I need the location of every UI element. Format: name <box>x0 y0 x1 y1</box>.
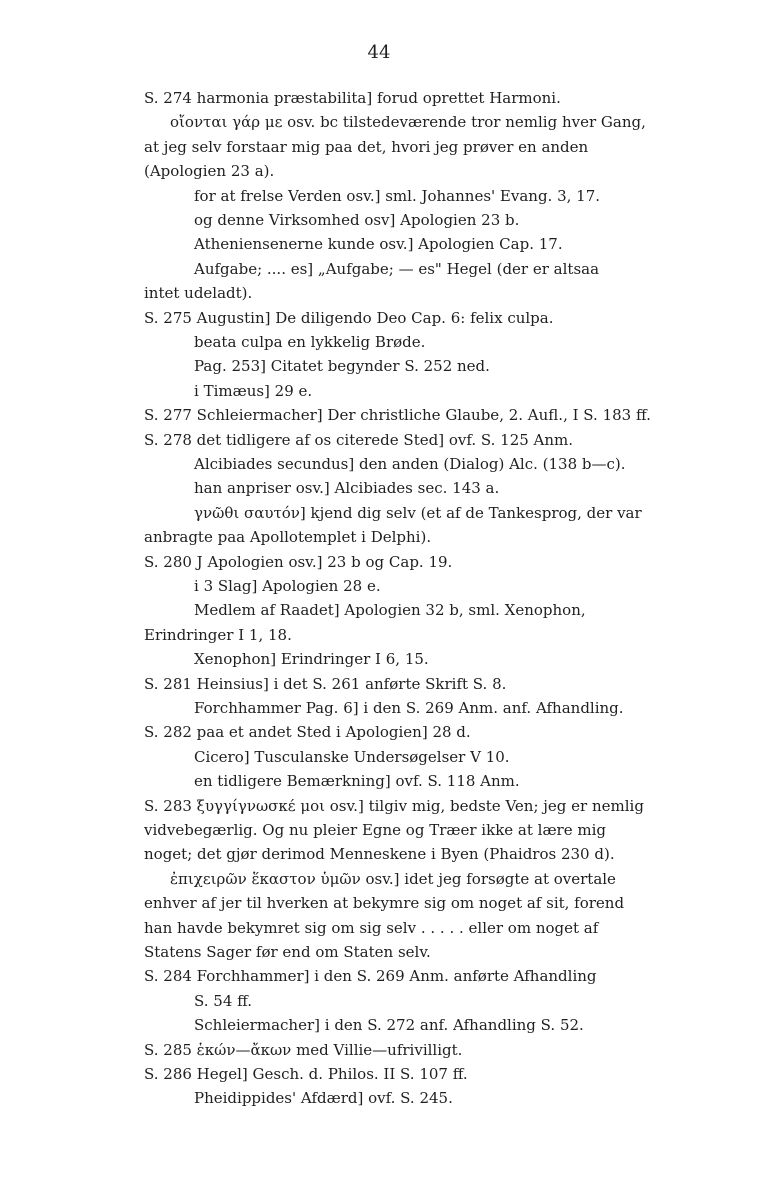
text-line: han anpriser osv.] Alcibiades sec. 143 a. <box>194 479 500 498</box>
text-line: S. 286 Hegel] Gesch. d. Philos. II S. 107 ff. <box>144 1065 468 1083</box>
text-line: S. 283 ξυγγίγνωσκέ μοι osv.] tilgiv mig, bedste Ven; jeg er nemlig <box>144 796 644 815</box>
text-line: (Apologien 23 a). <box>144 162 275 181</box>
text-line: i Timæus] 29 e. <box>194 381 313 400</box>
text-line: S. 278 det tidligere af os citerede Sted] ovf. S. 125 Anm. <box>144 430 574 449</box>
text-line: S. 280 J Apologien osv.] 23 b og Cap. 19. <box>144 552 453 571</box>
text-line: og denne Virksomhed osv] Apologien 23 b. <box>194 211 520 229</box>
text-line: S. 281 Heinsius] i det S. 261 anførte Skrift S. 8. <box>144 674 507 693</box>
text-line: S. 282 paa et andet Sted i Apologien] 28 d. <box>144 723 471 742</box>
text-line: Alcibiades secundus] den anden (Dialog) Alc. (138 b—c). <box>194 455 626 473</box>
text-line: Pheidippides' Afdærd] ovf. S. 245. <box>194 1089 453 1108</box>
text-line: en tidligere Bemærkning] ovf. S. 118 Anm. <box>194 772 520 791</box>
text-line: Pag. 253] Citatet begynder S. 252 ned. <box>194 357 490 376</box>
text-line: vidvebegærlig. Og nu pleier Egne og Træer ikke at lære mig <box>144 821 606 839</box>
text-line: S. 285 ἑκών—ἄκων med Villie—ufrivilligt. <box>144 1040 463 1059</box>
text-line: ἐπιχειρῶν ἕκαστον ὑμῶν osv.] idet jeg forsøgte at overtale <box>170 869 616 888</box>
text-line: Atheniensenerne kunde osv.] Apologien Cap. 17. <box>194 235 563 254</box>
text-line: S. 54 ff. <box>194 991 253 1010</box>
text-line: S. 275 Augustin] De diligendo Deo Cap. 6: felix culpa. <box>144 308 554 327</box>
text-line: Cicero] Tusculanske Undersøgelser V 10. <box>194 747 510 766</box>
text-line: Medlem af Raadet] Apologien 32 b, sml. Xenophon, <box>194 601 586 620</box>
text-line: Xenophon] Erindringer I 6, 15. <box>194 650 429 669</box>
text-line: beata culpa en lykkelig Brøde. <box>194 333 426 351</box>
text-line: Schleiermacher] i den S. 272 anf. Afhandling S. 52. <box>194 1016 584 1035</box>
text-line: S. 284 Forchhammer] i den S. 269 Anm. anførte Afhandling <box>144 967 597 986</box>
page-number: 44 <box>367 42 391 63</box>
text-line: anbragte paa Apollotemplet i Delphi). <box>144 528 432 547</box>
text-line: γνῶθι σαυτόν] kjend dig selv (et af de Tankesprog, der var <box>194 503 642 522</box>
text-line: Erindringer I 1, 18. <box>144 625 292 644</box>
text-line: for at frelse Verden osv.] sml. Johannes' Evang. 3, 17. <box>194 186 601 205</box>
text-line: enhver af jer til hverken at bekymre sig om noget af sit, forend <box>144 894 625 913</box>
text-line: at jeg selv forstaar mig paa det, hvori jeg prøver en anden <box>144 137 589 156</box>
text-line: Statens Sager før end om Staten selv. <box>144 943 431 961</box>
text-line: οἴονται γάρ με osv. bc tilstedeværende tror nemlig hver Gang, <box>170 113 646 132</box>
text-line: intet udeladt). <box>144 284 253 303</box>
text-line: Forchhammer Pag. 6] i den S. 269 Anm. anf. Afhandling. <box>194 699 624 717</box>
text-line: noget; det gjør derimod Menneskene i Byen (Phaidros 230 d). <box>144 845 615 864</box>
text-line: han havde bekymret sig om sig selv . . . . . eller om noget af <box>144 918 599 937</box>
text-line: Aufgabe; .... es] „Aufgabe; — es" Hegel (der er altsaa <box>194 259 600 278</box>
text-line: i 3 Slag] Apologien 28 e. <box>194 577 381 595</box>
text-line: S. 274 harmonia præstabilita] forud oprettet Harmoni. <box>144 89 561 107</box>
text-line: S. 277 Schleiermacher] Der christliche Glaube, 2. Aufl., I S. 183 ff. <box>144 406 651 425</box>
